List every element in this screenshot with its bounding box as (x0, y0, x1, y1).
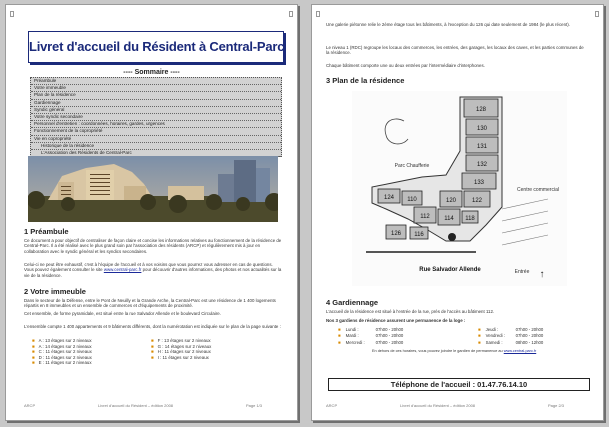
hours-time: 08h00 - 12h00 (515, 339, 544, 345)
hours-column-left (338, 327, 403, 346)
plan-label-street: Rue Salvador Allende (419, 267, 481, 273)
toc-item[interactable]: Personnel d'entretien : coordonnées, horaires, gardes, urgences (31, 121, 281, 128)
bullet-icon: ■ (32, 354, 35, 360)
residence-photo (28, 156, 278, 222)
plan-building-label: 118 (465, 216, 475, 222)
immeuble-paragraph-1: Dans le secteur de la Défense, entre le Pont de Neuilly et la Grande Arche, la Central-Parc est une résidence de 1 400 logements répartis en 8 immeubles et un ensemble de commerces et d'équipements de proximité. (24, 298, 276, 309)
building-list-text: A : 13 étages sur 2 niveaux (38, 338, 92, 343)
toc-item[interactable]: Historique de la résidence (31, 143, 281, 150)
hours-day: Vendredi : (485, 333, 505, 339)
footer-center: Livret d'accueil du Résident – édition 2008 (400, 403, 476, 408)
residence-plan-drawing (352, 91, 567, 286)
plan-building-label: 122 (471, 198, 483, 204)
hours-note-text: En dehors de ces horaires, vous pouvez joindre le gardien de permanence au (372, 349, 504, 353)
building-list-column-2 (151, 338, 211, 360)
plan-building-label: 120 (445, 198, 457, 204)
residence-plan (352, 91, 567, 286)
bullet-icon: ■ (32, 338, 35, 343)
building-list-item (151, 355, 211, 361)
bullet-icon: ■ (151, 338, 154, 343)
preambule-text-b: pour découvrir d'autres informations, des photos et nos actualités sur la vie de la résidence. (24, 267, 282, 278)
footer-left: ARCP (24, 403, 36, 408)
plan-building-label: 128 (475, 107, 487, 113)
hours-day: Samedi : (485, 339, 503, 345)
plan-building-label: 133 (473, 180, 485, 186)
immeuble-paragraph-3: L'ensemble compte 1 400 appartements et 9 bâtiments différents, dont la numérotation est indiquée sur le plan de la page suivante : (24, 324, 281, 329)
building-list-text: I : 11 étages sur 2 niveaux (157, 354, 209, 360)
plan-building-label: 114 (444, 216, 454, 222)
toc-item[interactable]: Fonctionnement de la copropriété (31, 128, 281, 135)
preambule-text-a: Celui-ci ne peut être exhaustif, c'est à l'équipe de l'accueil et à vos voisins que vous pourrez vous adresser en cas de questions. Vous pouvez également consulter le site (24, 262, 273, 273)
building-list-column-1 (32, 338, 92, 366)
intro-paragraph-1: Une galerie piétonne relie le 2ème étage tous les bâtiments, à l'exception du 126 qui date seulement de 1984 (le plus récent). (326, 22, 570, 27)
plan-building-label: 110 (407, 197, 417, 203)
hours-day: Lundi : (345, 327, 359, 332)
building-list-text: D : 11 étages sur 2 niveaux (38, 354, 92, 360)
toc-item[interactable]: Vie en copropriété (31, 136, 281, 143)
immeuble-paragraph-2: Cet ensemble, de forme pyramidale, est situé entre la rue Salvador Allende et le boulevard Circulaire. (24, 311, 221, 316)
building-list-text: G : 14 étages sur 2 niveaux (157, 343, 212, 349)
bullet-icon: ■ (151, 349, 154, 355)
gardiennage-paragraph-1: L'accueil de la résidence est situé à l'entrée de la rue, près de l'accès au bâtiment 112. (326, 309, 495, 314)
plan-building-label: 126 (390, 231, 402, 237)
plan-building-label: 124 (383, 195, 395, 201)
document-title-box (28, 31, 284, 63)
north-arrow-icon: ↑ (539, 269, 545, 280)
building-list-text: E : 11 étages sur 2 niveaux (38, 360, 92, 366)
entrance-marker (448, 233, 456, 241)
footer-left: ARCP (326, 403, 338, 408)
footer-page-number: Page 2/3 (548, 403, 565, 408)
plan-label-entree: Entrée (514, 269, 530, 275)
hours-time: 07h00 - 20h00 (515, 327, 544, 332)
section-heading-preambule: 1 Préambule (24, 227, 69, 236)
hours-row (478, 340, 543, 346)
sommaire-heading: ---- Sommaire ---- (123, 69, 180, 76)
document-title: Livret d'accueil du Résident à Central-Parc (29, 39, 285, 54)
intro-paragraph-2: Le niveau 1 (RDC) regroupe les locaux des commerces, les entrées, des garages, les locaux des caves, et les parties communes de la résidence. (326, 45, 584, 56)
plan-label-parking: Parc Chaufferie (394, 163, 430, 169)
intro-paragraph-3: Chaque bâtiment comporte une ou deux entrées par l'intermédiaire d'interphones. (326, 63, 485, 68)
bullet-icon: ■ (151, 354, 154, 360)
plan-building-label: 116 (414, 232, 424, 238)
hours-day: Jeudi : (485, 327, 499, 332)
website-link[interactable]: www.central-parc.fr (103, 267, 142, 273)
hours-time: 07h00 - 20h00 (515, 333, 544, 339)
building-list-text: C : 11 étages sur 2 niveaux (38, 349, 92, 355)
residence-photo-drawing (28, 156, 278, 222)
hours-column-right (478, 327, 543, 346)
section-heading-gardiennage: 4 Gardiennage (326, 298, 379, 307)
bullet-icon: ■ (338, 333, 341, 339)
building-list-item (32, 360, 92, 366)
phone-box: Téléphone de l'accueil : 01.47.76.14.10 (328, 378, 590, 391)
hours-time: 07h00 - 20h00 (375, 327, 404, 332)
page-corner-mark (10, 11, 14, 17)
bullet-icon: ■ (478, 339, 481, 345)
bullet-icon: ■ (338, 327, 341, 332)
hours-time: 07h00 - 20h00 (375, 333, 404, 339)
document-page-right (311, 4, 604, 421)
page-corner-mark (289, 11, 293, 17)
table-of-contents (30, 77, 282, 157)
footer-center: Livret d'accueil du Résident – édition 2008 (98, 403, 174, 408)
bullet-icon: ■ (32, 349, 35, 355)
bullet-icon: ■ (478, 327, 481, 332)
bullet-icon: ■ (478, 333, 481, 339)
plan-building-label: 130 (476, 126, 488, 132)
toc-item[interactable]: L'Association des Résidents de Central-Parc (31, 150, 281, 157)
plan-building-label: 131 (476, 144, 488, 150)
section-heading-immeuble: 2 Votre immeuble (24, 287, 86, 296)
building-list-text: H : 11 étages sur 2 niveaux (157, 349, 211, 355)
page-corner-mark (595, 11, 599, 17)
page-corner-mark (316, 11, 320, 17)
bullet-icon: ■ (32, 343, 35, 349)
toc-item[interactable]: Votre syndic secondaire (31, 114, 281, 121)
toc-item[interactable]: Plan de la résidence (31, 92, 281, 99)
plan-building-label: 132 (476, 162, 488, 168)
preambule-paragraph-1: Ce document a pour objectif de centraliser de façon claire et concise les informations relatives au fonctionnement de la résidence de Central-Parc. Il a été réalisé avec le plus grand soin par l'association des résidents (ARCP) et régulièrement mis à jour en collaboration avec le syndic général et les syndics secondaires. (24, 238, 282, 254)
footer-page-number: Page 1/3 (246, 403, 263, 408)
preambule-paragraph-2 (24, 262, 282, 278)
building-list-text: F : 13 étages sur 2 niveaux (157, 338, 211, 343)
bullet-icon: ■ (338, 339, 341, 345)
building-list-text: A : 14 étages sur 2 niveaux (38, 343, 92, 349)
bullet-icon: ■ (32, 360, 35, 366)
hours-time: 07h00 - 20h00 (375, 339, 404, 345)
plan-label-center: Centre commercial (517, 187, 559, 193)
toc-item[interactable]: Votre immeuble (31, 85, 281, 92)
toc-item[interactable]: Préambule (31, 78, 281, 85)
hours-note (372, 349, 592, 355)
hours-note-link[interactable]: www.central-parc.fr (503, 349, 537, 353)
document-page-left (5, 4, 298, 421)
toc-item[interactable]: Syndic général (31, 107, 281, 114)
hours-day: Mardi : (345, 333, 359, 339)
hours-day: Mercredi : (345, 339, 365, 345)
plan-building-label: 112 (420, 214, 430, 220)
section-heading-plan: 3 Plan de la résidence (326, 76, 405, 85)
gardiennage-paragraph-2: Nos 3 gardiens de résidence assurent une permanence de la loge : (326, 318, 466, 323)
toc-item[interactable]: Gardiennage (31, 100, 281, 107)
bullet-icon: ■ (151, 343, 154, 349)
hours-row (338, 340, 403, 346)
